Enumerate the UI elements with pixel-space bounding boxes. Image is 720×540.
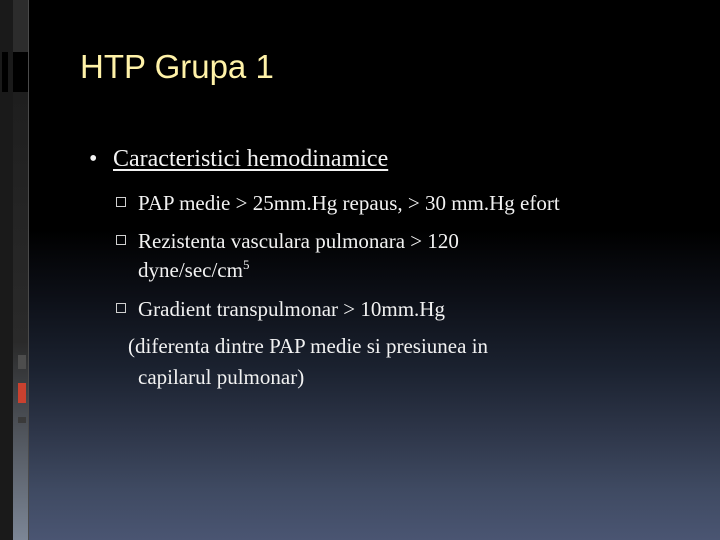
sub-item-text: Gradient transpulmonar > 10mm.Hg bbox=[138, 297, 445, 321]
sub-item-note-line-1: (diferenta dintre PAP medie si presiunea in bbox=[128, 334, 489, 358]
left-decor-top bbox=[13, 0, 29, 52]
square-bullet-icon bbox=[116, 235, 126, 245]
decor-bar-dark bbox=[18, 417, 26, 423]
slide-title: HTP Grupa 1 bbox=[80, 48, 274, 85]
bullet-dot-icon: • bbox=[89, 146, 98, 172]
sub-item-continuation bbox=[138, 257, 249, 283]
left-decor-bottom bbox=[13, 92, 29, 540]
square-bullet-icon bbox=[116, 303, 126, 313]
left-decor-bars bbox=[18, 355, 26, 437]
square-bullet-icon bbox=[116, 197, 126, 207]
sub-item-note-line-2: capilarul pulmonar) bbox=[138, 365, 305, 389]
sub-item-pap bbox=[116, 191, 560, 216]
sub-item-gradient bbox=[116, 297, 445, 322]
sub-item-rezistenta bbox=[116, 229, 459, 254]
decor-bar-red bbox=[18, 383, 26, 403]
sub-item-text: Rezistenta vasculara pulmonara > 120 bbox=[138, 229, 459, 253]
main-bullet bbox=[89, 146, 388, 173]
left-divider-line bbox=[28, 0, 29, 540]
decor-bar-gray bbox=[18, 355, 26, 369]
sub-item-text: PAP medie > 25mm.Hg repaus, > 30 mm.Hg efort bbox=[138, 191, 560, 215]
unit-text: dyne/sec/cm bbox=[138, 258, 243, 282]
unit-superscript: 5 bbox=[242, 257, 250, 272]
main-bullet-text: Caracteristici hemodinamice bbox=[113, 146, 389, 172]
